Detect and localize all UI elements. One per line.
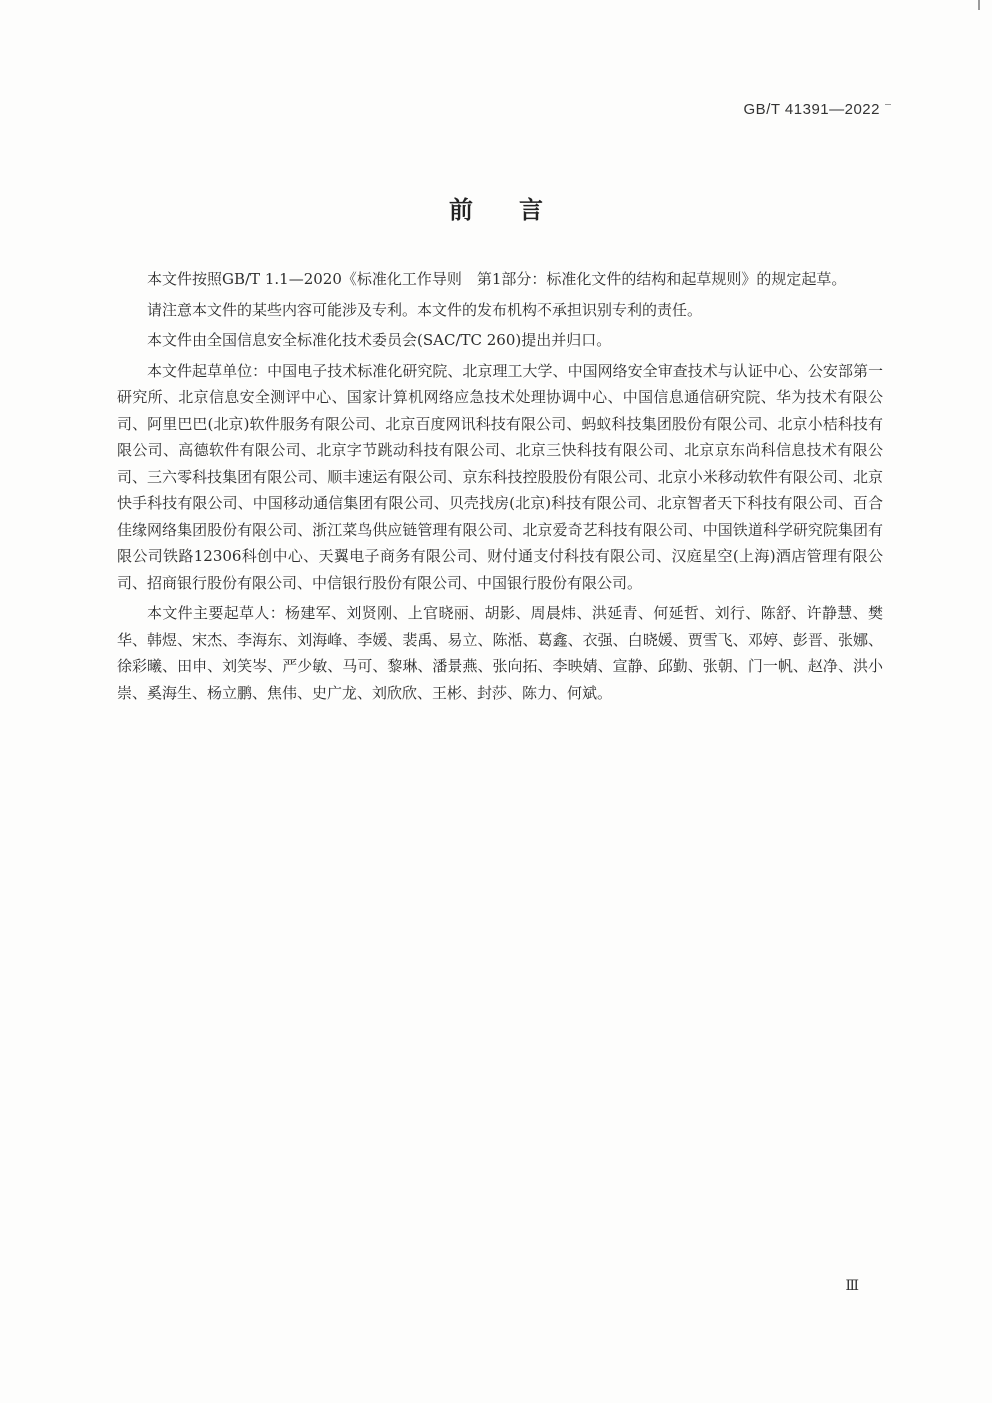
paragraph-drafting-units: 本文件起草单位：中国电子技术标准化研究院、北京理工大学、中国网络安全审查技术与认证中心、公安部第一研究所、北京信息安全测评中心、国家计算机网络应急技术处理协调中心、中国信息通信研究院、华为技术有限公司、阿里巴巴(北京)软件服务有限公司、北京百度网讯科技有限公司、蚂蚁科技集团股份有限公司、北京小桔科技有限公司、高德软件有限公司、北京字节跳动科技有限公司、北京三快科技有限公司、北京京东尚科信息技术有限公司、三六零科技集团有限公司、顺丰速运有限公司、京东科技控股股份有限公司、北京小米移动软件有限公司、北京快手科技有限公司、中国移动通信集团有限公司、贝壳找房(北京)科技有限公司、北京智者天下科技有限公司、百合佳缘网络集团股份有限公司、浙江菜鸟供应链管理有限公司、北京爱奇艺科技有限公司、中国铁道科学研究院集团有限公司铁路12306科创中心、天翼电子商务有限公司、财付通支付科技有限公司、汉庭星空(上海)酒店管理有限公司、招商银行股份有限公司、中信银行股份有限公司、中国银行股份有限公司。 (117, 361, 883, 592)
paragraph-patent-notice: 请注意本文件的某些内容可能涉及专利。本文件的发布机构不承担识别专利的责任。 (147, 300, 703, 319)
section-title: 前言 (449, 196, 589, 224)
paragraph-proposer: 本文件由全国信息安全标准化技术委员会(SAC/TC 260)提出并归口。 (147, 331, 612, 349)
scan-mark (885, 104, 891, 105)
scan-mark (978, 0, 980, 10)
body-text (117, 266, 883, 710)
paragraph-drafting-rules: 本文件按照GB/T 1.1—2020《标准化工作导则 第1部分：标准化文件的结构和起草规则》的规定起草。 (147, 270, 847, 288)
page-number: Ⅲ (845, 1279, 859, 1294)
paragraph-main-drafters: 本文件主要起草人：杨建军、刘贤刚、上官晓丽、胡影、周晨炜、洪延青、何延哲、刘行、陈舒、许静慧、樊华、韩煜、宋杰、李海东、刘海峰、李媛、裴禹、易立、陈湉、葛鑫、衣强、白晓媛、贾雪飞、邓婷、彭晋、张娜、徐彩曦、田申、刘笑岑、严少敏、马可、黎琳、潘景燕、张向拓、李映婧、宣静、邱勤、张朝、门一帆、赵净、洪小崇、奚海生、杨立鹏、焦伟、史广龙、刘欣欣、王彬、封莎、陈力、何斌。 (117, 604, 883, 702)
standard-number: GB/T 41391—2022 (743, 101, 880, 118)
